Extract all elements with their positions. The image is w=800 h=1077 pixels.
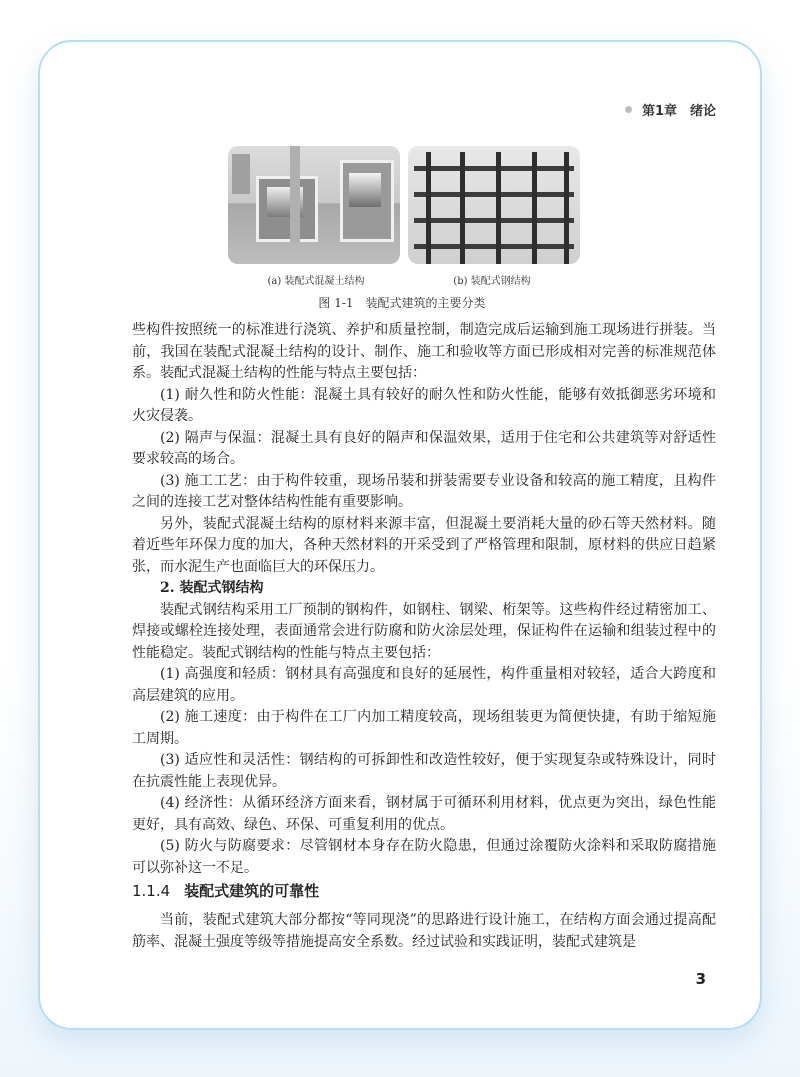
figure-title: 图 1-1 装配式建筑的主要分类 [318,296,486,310]
paragraph: 另外，装配式混凝土结构的原材料来源丰富，但混凝土要消耗大量的砂石等天然材料。随着近些年环保力度的加大，各种天然材料的开采受到了严格管理和限制，原材料的供应日趋紧张，而水泥生产也面临巨大的环保压力。 [132,515,716,575]
subheading: 2. 装配式钢结构 [160,580,264,596]
paragraph: (1) 耐久性和防火性能：混凝土具有较好的耐久性和防火性能，能够有效抵御恶劣环境和火灾侵袭。 [132,386,716,424]
figure-captions [228,272,580,287]
running-head-text: 第1章 绪论 [641,104,716,119]
page-card [38,40,762,1030]
caption-b: (b) 装配式钢结构 [453,276,531,287]
paragraph: 当前，装配式建筑大部分都按“等同现浇”的思路进行设计施工，在结构方面会通过提高配筋率、混凝土强度等级等措施提高安全系数。经过试验和实践证明，装配式建筑是 [132,912,716,950]
paragraph: (4) 经济性：从循环经济方面来看，钢材属于可循环利用材料，优点更为突出，绿色性能更好，具有高效、绿色、环保、可重复利用的优点。 [132,795,716,833]
section-body [132,910,716,953]
paragraph: (5) 防火与防腐要求：尽管钢材本身存在防火隐患，但通过涂覆防火涂料和采取防腐措施可以弥补这一不足。 [132,838,716,876]
paragraph: (3) 施工工艺：由于构件较重，现场吊装和拼装需要专业设备和较高的施工精度，且构件之间的连接工艺对整体结构性能有重要影响。 [132,472,716,510]
paragraph: (2) 隔声与保温：混凝土具有良好的隔声和保温效果，适用于住宅和公共建筑等对舒适性要求较高的场合。 [132,429,716,467]
precast-concrete-photo [228,146,400,264]
section-title: 装配式建筑的可靠性 [184,882,320,900]
paragraph: (1) 高强度和轻质：钢材具有高强度和良好的延展性，构件重量相对较轻，适合大跨度和高层建筑的应用。 [132,666,716,704]
running-head [625,100,716,119]
figure-images [228,146,580,264]
paragraph: 些构件按照统一的标准进行浇筑、养护和质量控制，制造完成后运输到施工现场进行拼装。当前，我国在装配式混凝土结构的设计、制作、施工和验收等方面已形成相对完善的标准规范体系。装配式混凝土结构的性能与特点主要包括： [132,322,716,381]
body-text [132,320,716,879]
paragraph: 装配式钢结构采用工厂预制的钢构件，如钢柱、钢梁、桁架等。这些构件经过精密加工、焊接或螺栓连接处理，表面通常会进行防腐和防火涂层处理，保证构件在运输和组装过程中的性能稳定。装配式钢结构的性能与特点主要包括： [132,601,716,661]
bullet-dot-icon [625,106,632,113]
caption-a: (a) 装配式混凝土结构 [267,276,365,287]
paragraph: (2) 施工速度：由于构件在工厂内加工精度较高，现场组装更为简便快捷，有助于缩短施工周期。 [132,709,716,747]
section-heading [132,880,319,901]
section-number: 1.1.4 [132,882,171,900]
paragraph: (3) 适应性和灵活性：钢结构的可拆卸性和改造性较好，便于实现复杂或特殊设计，同时在抗震性能上表现优异。 [132,752,716,790]
page-number: 3 [695,970,706,988]
steel-structure-photo [408,146,580,264]
